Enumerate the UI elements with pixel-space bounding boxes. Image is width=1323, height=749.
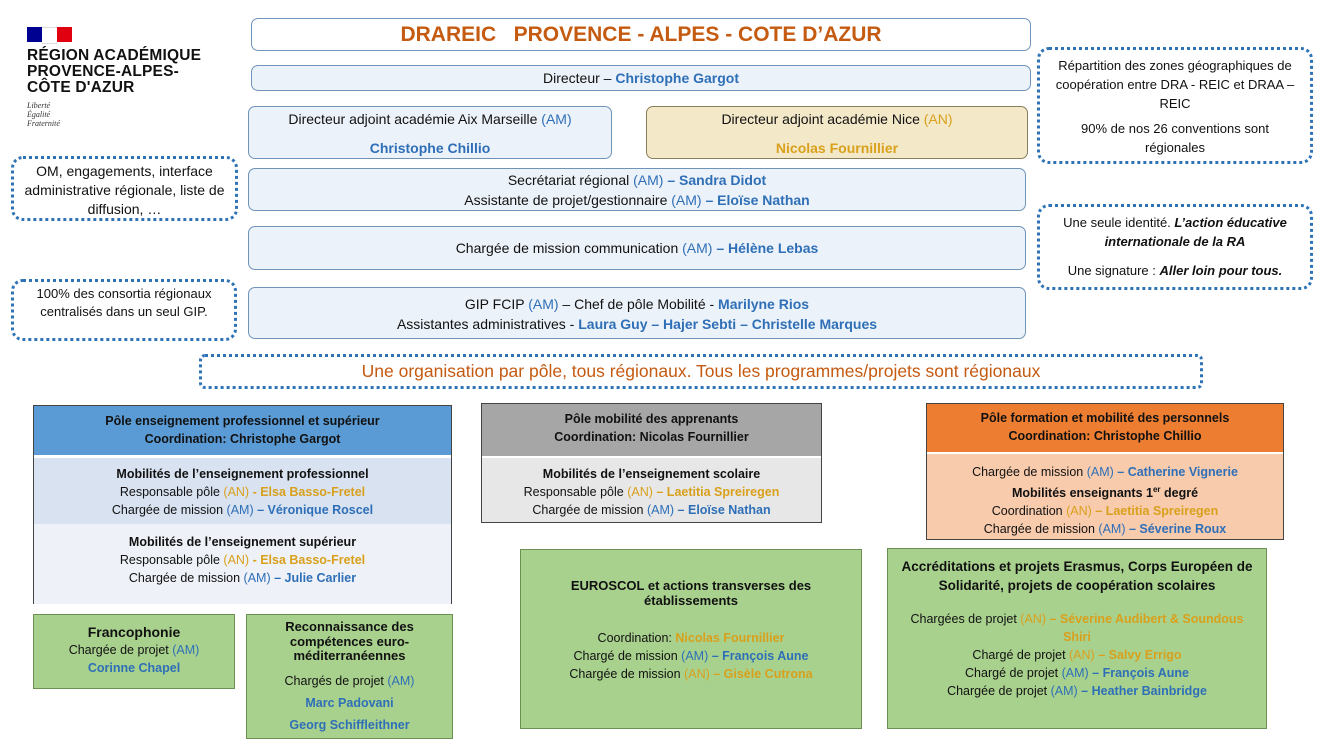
pole-pro-s2-r2-tag: (AM): [243, 571, 271, 585]
pole-mob-r2-label: Chargée de mission: [532, 503, 647, 517]
pole-form-sub-sup: er: [1152, 485, 1161, 494]
assistante-tag: (AM): [671, 192, 702, 208]
motto-egalite: Égalité: [27, 110, 51, 119]
pole-mob-r2-name: – Eloïse Nathan: [674, 503, 771, 517]
reconnaissance-box: [246, 614, 453, 739]
gip-label: GIP FCIP: [464, 296, 529, 312]
logo: [27, 27, 237, 147]
reconnaissance-label: Chargés de projet: [284, 673, 388, 688]
adjoint-an-box: [646, 106, 1028, 159]
pole-form-r2-name: – Laetitia Spreiregen: [1091, 504, 1219, 519]
note-repartition: [1037, 47, 1313, 164]
pole-pro-s1-r1-tag: (AN): [223, 485, 250, 499]
secretariat-label: Secrétariat régional: [507, 172, 634, 188]
accreditations-r2-name: – Salvy Errigo: [1094, 648, 1182, 662]
pole-pro-s2-r2-label: Chargée de mission: [128, 571, 244, 585]
gip-role: – Chef de pôle Mobilité -: [558, 296, 719, 312]
note-repartition-text: Répartition des zones géographiques de coopération entre DRA - REIC et DRAA – REIC: [1055, 58, 1295, 111]
marianne-flag-icon: [27, 27, 73, 42]
pole-pro-s2-title: Mobilités de l’enseignement supérieur: [128, 535, 357, 549]
pole-pro-s2-r1-tag: (AN): [223, 553, 250, 567]
pole-mob-r1-label: Responsable pôle: [523, 485, 628, 499]
pole-mob-title: Pôle mobilité des apprenants: [564, 412, 739, 426]
page-title: DRAREIC PROVENCE - ALPES - COTE D’AZUR: [400, 23, 882, 46]
communication-label: Chargée de mission communication: [455, 240, 683, 256]
note-signature-value: Aller loin pour tous.: [1159, 263, 1283, 278]
pole-form-r3-label: Chargée de mission: [983, 522, 1099, 537]
pole-mob-s1-title: Mobilités de l’enseignement scolaire: [542, 467, 761, 481]
organisation-banner: [199, 354, 1203, 389]
assistante-name: – Eloïse Nathan: [701, 192, 810, 208]
pole-pro-header: [34, 406, 451, 456]
pole-form-r3-name: – Séverine Roux: [1125, 522, 1227, 537]
secretariat-box: [248, 168, 1026, 211]
pole-form-r1-name: – Catherine Vignerie: [1113, 465, 1238, 479]
accreditations-r3-tag: (AM): [1061, 666, 1089, 680]
adjoint-am-name: Christophe Chillio: [369, 140, 491, 156]
pole-mobilite: [481, 403, 822, 523]
pole-pro-section-1: [34, 456, 451, 524]
note-consortia: [11, 279, 237, 341]
motto-liberte: Liberté: [27, 101, 51, 110]
francophonie-label: Chargée de projet: [68, 643, 173, 657]
logo-line-1: RÉGION ACADÉMIQUE: [27, 47, 202, 64]
communication-tag: (AM): [682, 240, 713, 256]
directeur-name: Christophe Gargot: [615, 70, 740, 86]
accreditations-title: Accréditations et projets Erasmus, Corps Européen de Solidarité, projets de coopération scolaires: [901, 559, 1253, 593]
directeur-label: Directeur –: [542, 70, 616, 86]
reconnaissance-title: Reconnaissance des compétences euro-méditerranéennes: [285, 619, 414, 663]
pole-mob-coord: Coordination: Nicolas Fournillier: [554, 430, 749, 444]
pole-form-r2-tag: (AN): [1066, 504, 1092, 519]
euroscol-r3-name: – Gisèle Cutrona: [709, 667, 813, 681]
note-identite: [1037, 204, 1313, 290]
euroscol-r2-name: – François Aune: [708, 649, 809, 663]
gip-box: [248, 287, 1026, 339]
pole-form-coord: Coordination: Christophe Chillio: [1008, 429, 1202, 443]
francophonie-tag: (AM): [172, 643, 200, 657]
pole-form-r1-label: Chargée de mission: [972, 465, 1087, 479]
pole-pro-s2-r1-label: Responsable pôle: [119, 553, 224, 567]
euroscol-title: EUROSCOL et actions transverses des établissements: [570, 578, 812, 608]
reconnaissance-name-1: Marc Padovani: [305, 695, 394, 710]
accreditations-r1-name: – Séverine Audibert & Soundous Shiri: [1046, 612, 1244, 644]
secretariat-name: – Sandra Didot: [663, 172, 767, 188]
pole-mob-r1-name: – Laetitia Spreiregen: [652, 485, 780, 499]
euroscol-r2-tag: (AM): [681, 649, 709, 663]
adjoint-an-tag: (AN): [923, 111, 953, 127]
pole-pro-coord: Coordination: Christophe Gargot: [144, 432, 341, 446]
francophonie-title: Francophonie: [87, 624, 181, 640]
pole-pro-s2-r2-name: – Julie Carlier: [270, 571, 357, 585]
organisation-banner-text: Une organisation par pôle, tous régionaux. Tous les programmes/projets sont régionaux: [361, 361, 1041, 381]
pole-form-r2-label: Coordination: [991, 504, 1067, 519]
accreditations-r1-tag: (AN): [1020, 612, 1046, 626]
pole-formation: [926, 403, 1284, 540]
pole-mob-r1-tag: (AN): [627, 485, 653, 499]
accreditations-r4-label: Chargée de projet: [947, 684, 1051, 698]
gip-tag: (AM): [528, 296, 559, 312]
euroscol-r3-tag: (AN): [684, 667, 710, 681]
gip-name: Marilyne Rios: [718, 296, 810, 312]
pole-pro-s1-r1-label: Responsable pôle: [119, 485, 224, 499]
pole-form-r1-tag: (AM): [1086, 465, 1114, 479]
euroscol-r3-label: Chargée de mission: [569, 667, 685, 681]
pole-form-title: Pôle formation et mobilité des personnels: [980, 411, 1230, 425]
adjoint-am-box: [248, 106, 612, 159]
pole-pro-s1-title: Mobilités de l’enseignement professionnel: [116, 467, 369, 481]
accreditations-r3-name: – François Aune: [1088, 666, 1189, 680]
adjoint-am-tag: (AM): [541, 111, 572, 127]
note-identite-label: Une seule identité.: [1063, 215, 1175, 230]
communication-name: – Hélène Lebas: [712, 240, 819, 256]
adjoint-an-name: Nicolas Fournillier: [775, 140, 899, 156]
pole-mob-r2-tag: (AM): [647, 503, 675, 517]
euroscol-box: [520, 549, 862, 729]
pole-pro-s1-r2-name: – Véronique Roscel: [253, 503, 374, 517]
francophonie-name: Corinne Chapel: [87, 661, 181, 675]
gip-assistants-names: Laura Guy – Hajer Sebti – Christelle Marques: [578, 316, 878, 332]
communication-box: [248, 226, 1026, 270]
logo-line-3: CÔTE D'AZUR: [27, 79, 135, 96]
note-signature-label: Une signature :: [1067, 263, 1160, 278]
adjoint-an-label: Directeur adjoint académie Nice: [721, 111, 924, 127]
pole-pro-s1-r2-label: Chargée de mission: [111, 503, 227, 517]
pole-pro-s1-r1-name: - Elsa Basso-Fretel: [249, 485, 366, 499]
pole-form-r3-tag: (AM): [1098, 522, 1126, 537]
accreditations-r4-name: – Heather Bainbridge: [1077, 684, 1207, 698]
pole-pro-s1-r2-tag: (AM): [226, 503, 254, 517]
pole-form-sub-end: degré: [1160, 486, 1199, 501]
note-identite-value: L’action éducative internationale de la RA: [1104, 215, 1287, 249]
note-om: [11, 156, 238, 221]
accreditations-r4-tag: (AM): [1050, 684, 1078, 698]
pole-pro-s2-r1-name: - Elsa Basso-Fretel: [249, 553, 366, 567]
note-consortia-text: 100% des consortia régionaux centralisés dans un seul GIP.: [36, 286, 212, 319]
reconnaissance-name-2: Georg Schiffleithner: [289, 717, 410, 732]
pole-mob-header: [482, 404, 821, 458]
note-om-text: OM, engagements, interface administrative régionale, liste de diffusion, …: [24, 163, 225, 217]
pole-form-header: [927, 404, 1283, 454]
motto-fraternite: Fraternité: [27, 119, 60, 128]
logo-line-2: PROVENCE-ALPES-: [27, 63, 179, 80]
accreditations-box: [887, 548, 1267, 729]
note-conventions-text: 90% de nos 26 conventions sont régionales: [1081, 121, 1269, 155]
pole-form-sub-title: Mobilités enseignants 1: [1011, 486, 1153, 501]
accreditations-r3-label: Chargé de projet: [965, 666, 1062, 680]
pole-pro-section-2: [34, 524, 451, 604]
gip-assistants-label: Assistantes administratives -: [396, 316, 579, 332]
euroscol-r1-name: Nicolas Fournillier: [675, 631, 785, 645]
directeur-box: [251, 65, 1031, 91]
pole-form-section: [927, 454, 1283, 538]
pole-pro-title: Pôle enseignement professionnel et supérieur: [105, 414, 380, 428]
page-title-box: [251, 18, 1031, 51]
euroscol-r2-label: Chargé de mission: [573, 649, 682, 663]
assistante-label: Assistante de projet/gestionnaire: [464, 192, 672, 208]
reconnaissance-tag: (AM): [387, 673, 415, 688]
pole-pro: [33, 405, 452, 604]
accreditations-r2-label: Chargé de projet: [972, 648, 1070, 662]
euroscol-r1-label: Coordination:: [597, 631, 676, 645]
adjoint-am-label: Directeur adjoint académie Aix Marseille: [288, 111, 542, 127]
pole-mob-section: [482, 458, 821, 519]
accreditations-r1-label: Chargées de projet: [910, 612, 1021, 626]
francophonie-box: [33, 614, 235, 689]
accreditations-r2-tag: (AN): [1069, 648, 1095, 662]
secretariat-tag: (AM): [633, 172, 664, 188]
